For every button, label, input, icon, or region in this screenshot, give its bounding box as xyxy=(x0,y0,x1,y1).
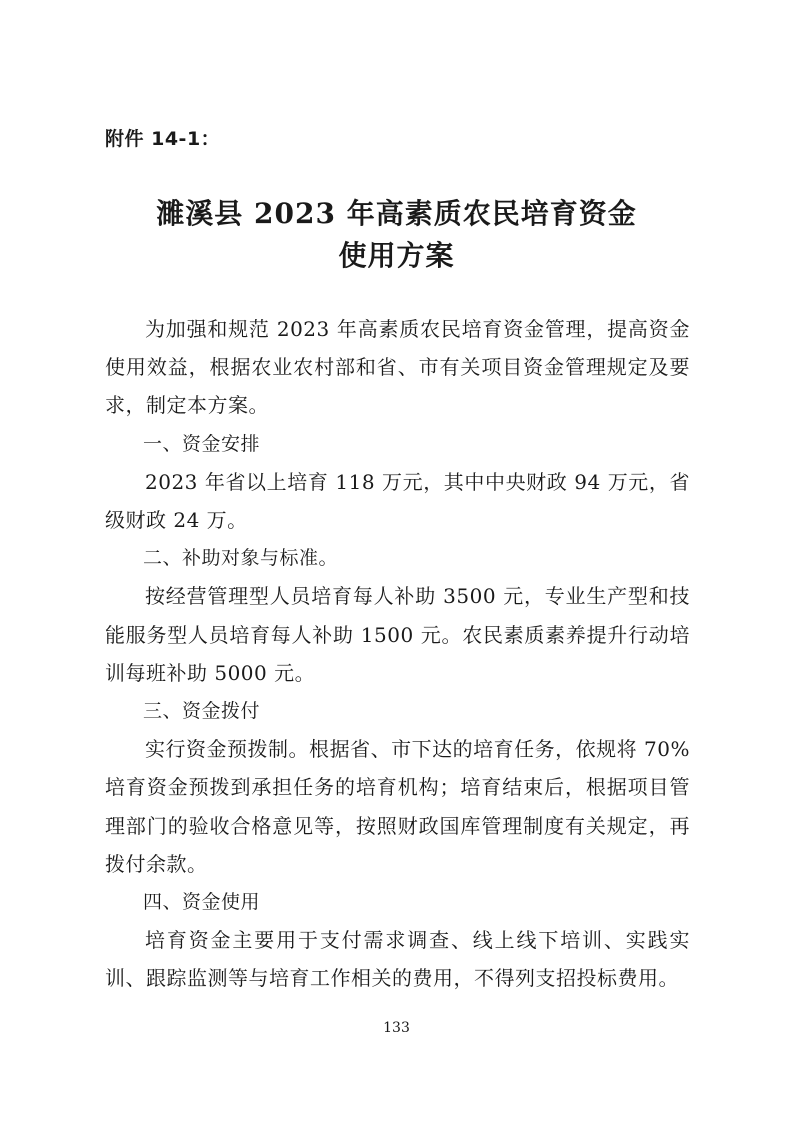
section-paragraph-fund-usage: 培育资金主要用于支付需求调查、线上线下培训、实践实训、跟踪监测等与培育工作相关的费用，不得列支招投标费用。 xyxy=(105,928,690,991)
section-heading-fund-usage: 四、资金使用 xyxy=(143,891,261,914)
document-title-line-2: 使用方案 xyxy=(338,239,455,272)
document-title-line-1: 濉溪县 2023 年高素质农民培育资金 xyxy=(156,197,637,230)
section-heading-subsidy-standards: 二、补助对象与标准。 xyxy=(143,547,339,570)
attachment-label: 附件 14-1： xyxy=(105,128,221,150)
document-body xyxy=(105,310,690,998)
section-paragraph-subsidy-standards: 按经营管理型人员培育每人补助 3500 元，专业生产型和技能服务型人员培育每人补助 1500 元。农民素质素养提升行动培训每班补助 5000 元。 xyxy=(105,584,690,685)
intro-paragraph: 为加强和规范 2023 年高素质农民培育资金管理，提高资金使用效益，根据农业农村部和省、市有关项目资金管理规定及要求，制定本方案。 xyxy=(105,317,690,418)
section-heading-funding-arrangement: 一、资金安排 xyxy=(143,432,261,455)
section-paragraph-fund-disbursement: 实行资金预拨制。根据省、市下达的培育任务，依规将 70% 培育资金预拨到承担任务的培育机构；培育结束后，根据项目管理部门的验收合格意见等，按照财政国库管理制度有关规定，再拨付余款。 xyxy=(105,737,690,876)
page-number: 133 xyxy=(383,1020,410,1036)
section-heading-fund-disbursement: 三、资金拨付 xyxy=(143,700,261,723)
section-paragraph-funding-arrangement: 2023 年省以上培育 118 万元，其中中央财政 94 万元，省级财政 24 万。 xyxy=(105,469,690,533)
